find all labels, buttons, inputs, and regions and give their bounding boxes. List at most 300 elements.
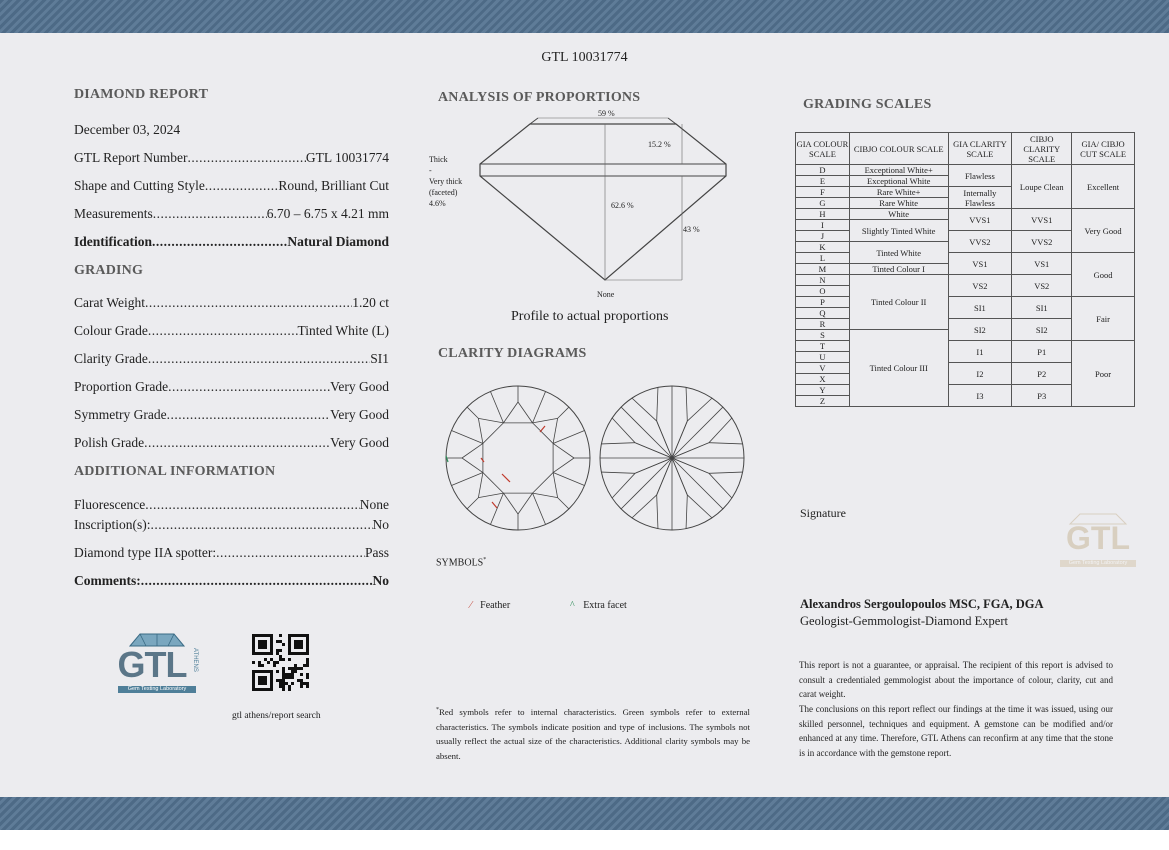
cibjo-clarity-cell: SI2 <box>1012 319 1072 341</box>
qr-module <box>252 679 255 682</box>
qr-module <box>261 676 264 679</box>
qr-module <box>306 676 309 679</box>
row-leader-dots <box>153 206 267 222</box>
grading-title: GRADING <box>74 263 144 278</box>
qr-module <box>300 673 303 676</box>
qr-module <box>261 646 264 649</box>
row-value: Pass <box>364 545 389 560</box>
qr-module <box>258 661 261 664</box>
gia-colour-n: N <box>796 275 850 286</box>
gia-clarity-cell: Internally Flawless <box>948 187 1012 209</box>
clarity-diagram-crown <box>444 382 592 534</box>
facet-line <box>533 391 546 422</box>
qr-module <box>273 661 276 664</box>
gia-clarity-cell: I2 <box>948 363 1012 385</box>
facet-line <box>709 472 743 473</box>
facet-line <box>490 391 503 422</box>
bottom-decorative-band <box>0 797 1169 830</box>
gia-colour-e: E <box>796 176 850 187</box>
signature-label: Signature <box>800 506 846 520</box>
extra-facet-icon: ^ <box>570 600 575 611</box>
header-cibjo-colour: CIBJO COLOUR SCALE <box>849 133 948 165</box>
gia-clarity-cell: VVS1 <box>948 209 1012 231</box>
qr-module <box>306 646 309 649</box>
cibjo-clarity-cell: P1 <box>1012 341 1072 363</box>
qr-module <box>297 640 300 643</box>
row-leader-dots <box>205 178 278 194</box>
qr-module <box>264 682 267 685</box>
row-label: Comments: <box>74 573 141 588</box>
qr-module <box>279 679 282 682</box>
qr-module <box>291 652 294 655</box>
qr-module <box>294 670 297 673</box>
row-leader-dots <box>144 435 330 451</box>
gia-clarity-cell: Flawless <box>948 165 1012 187</box>
gtl-logo-side: ATHENS <box>192 648 198 672</box>
qr-module <box>270 658 273 661</box>
qr-module <box>270 637 273 640</box>
row-measurements <box>74 206 389 222</box>
qr-module <box>258 643 261 646</box>
qr-module <box>270 652 273 655</box>
qr-module <box>306 685 309 688</box>
cut-cell: Very Good <box>1072 209 1135 253</box>
row-leader-dots <box>148 351 370 367</box>
header-cut-scale: GIA/ CIBJO CUT SCALE <box>1072 133 1135 165</box>
gia-colour-l: L <box>796 253 850 264</box>
pavilion-percentage: 43 % <box>683 225 700 234</box>
facet-line <box>558 498 569 509</box>
qr-module <box>276 679 279 682</box>
qr-module <box>255 688 258 691</box>
girdle-label-very-thick: Very thick <box>429 177 463 186</box>
facet-line <box>709 418 732 443</box>
qr-module <box>288 640 291 643</box>
qr-module <box>288 676 291 679</box>
cibjo-colour-cell: Tinted Colour III <box>849 330 948 407</box>
cibjo-clarity-cell: VVS1 <box>1012 209 1072 231</box>
qr-module <box>303 664 306 667</box>
qr-module <box>252 649 255 652</box>
qr-module <box>258 682 261 685</box>
qr-module <box>306 682 309 685</box>
pavilion-view-svg <box>598 382 746 534</box>
qr-module <box>279 685 282 688</box>
qr-module <box>288 658 291 661</box>
qr-module <box>252 640 255 643</box>
girdle-label-faceted: (faceted) <box>429 188 458 197</box>
qr-module <box>258 640 261 643</box>
facet-line <box>657 387 658 421</box>
depth-percentage: 62.6 % <box>611 201 634 210</box>
cibjo-colour-cell: Exceptional White+ <box>849 165 948 176</box>
cibjo-colour-cell: Rare White+ <box>849 187 948 198</box>
facet-line <box>478 473 482 498</box>
qr-module <box>288 673 291 676</box>
qr-module <box>306 649 309 652</box>
facet-line <box>687 398 712 421</box>
facet-line <box>672 407 723 458</box>
row-value: Very Good <box>330 435 389 450</box>
qr-module <box>252 634 255 637</box>
facet-line <box>451 430 482 443</box>
qr-module <box>258 646 261 649</box>
qr-module <box>306 673 309 676</box>
facet-line <box>462 458 483 473</box>
disclaimer-paragraph-2: The conclusions on this report reflect our findings at the time it was issued, using our skilled personnel, techniques and equipment. A gemstone can be modified and/or enhanced at any time. Therefore, GTL Athens can reconfirm at any time that the stone is in accordance with the gemstone report. <box>799 704 1113 758</box>
qr-module <box>252 646 255 649</box>
row-label: Identification <box>74 234 153 249</box>
cibjo-colour-cell: Rare White <box>849 198 948 209</box>
proportion-diagram <box>428 104 728 304</box>
facet-line <box>553 473 557 498</box>
qr-module <box>258 676 261 679</box>
facet-line <box>709 443 743 444</box>
qr-module <box>294 646 297 649</box>
gia-clarity-cell: I1 <box>948 341 1012 363</box>
qr-module <box>300 679 303 682</box>
qr-module <box>303 652 306 655</box>
facet-line <box>533 423 554 444</box>
girdle-label-dash: - <box>429 166 432 175</box>
row-label: Polish Grade <box>74 435 145 450</box>
qr-module <box>258 679 261 682</box>
qr-module <box>285 682 288 685</box>
facet-line <box>553 458 574 473</box>
row-value: 6.70 – 6.75 x 4.21 mm <box>266 206 389 221</box>
cibjo-clarity-cell: Loupe Clean <box>1012 165 1072 209</box>
row-label: Carat Weight <box>74 295 146 310</box>
cibjo-colour-cell: Tinted Colour II <box>849 275 948 330</box>
row-leader-dots <box>216 545 365 561</box>
row-leader-dots <box>148 323 298 339</box>
qr-module <box>255 670 258 673</box>
row-value: GTL 10031774 <box>305 150 389 165</box>
qr-module <box>306 664 309 667</box>
qr-module <box>288 649 291 652</box>
row-comments <box>74 573 389 589</box>
qr-module <box>282 685 285 688</box>
cibjo-colour-cell: Tinted White <box>849 242 948 264</box>
qr-module <box>258 652 261 655</box>
qr-module <box>300 685 303 688</box>
qr-module <box>306 640 309 643</box>
clarity-footnote: *Red symbols refer to internal characteristics. Green symbols refer to external characteristics. The symbols indicate position and type of inclusions. The symbols not usually reflect the actual size of the characteristics. Additional clarity symbols may be absent. <box>436 706 750 761</box>
qr-module <box>261 643 264 646</box>
qr-module <box>294 652 297 655</box>
facet-line <box>621 458 672 509</box>
facet-line <box>672 458 723 509</box>
gtl-logo <box>116 632 198 694</box>
cibjo-clarity-cell: VS1 <box>1012 253 1072 275</box>
qr-module <box>276 661 279 664</box>
facet-line <box>478 493 503 497</box>
qr-module <box>261 688 264 691</box>
row-label: Symmetry Grade <box>74 407 167 422</box>
row-polish-grade <box>74 435 389 451</box>
qr-module <box>297 634 300 637</box>
qr-module <box>291 673 294 676</box>
qr-module <box>270 682 273 685</box>
qr-module <box>270 634 273 637</box>
qr-module <box>279 658 282 661</box>
qr-module <box>291 634 294 637</box>
facet-line <box>553 418 557 443</box>
qr-module <box>261 679 264 682</box>
row-shape-and-cutting-style <box>74 178 389 194</box>
qr-module <box>300 652 303 655</box>
qr-module <box>261 670 264 673</box>
profile-caption: Profile to actual proportions <box>511 309 669 324</box>
inclusion-mark <box>492 502 497 508</box>
qr-module <box>294 640 297 643</box>
qr-module <box>258 670 261 673</box>
row-value: None <box>359 497 389 512</box>
qr-module <box>291 667 294 670</box>
gia-colour-z: Z <box>796 396 850 407</box>
gia-colour-i: I <box>796 220 850 231</box>
qr-module <box>270 688 273 691</box>
qr-module <box>261 634 264 637</box>
row-value: Tinted White (L) <box>297 323 389 338</box>
row-label: Proportion Grade <box>74 379 169 394</box>
cibjo-colour-cell: White <box>849 209 948 220</box>
qr-module <box>282 688 285 691</box>
row-symmetry-grade <box>74 407 389 423</box>
qr-module <box>306 658 309 661</box>
girdle-percentage: 4.6% <box>429 199 446 208</box>
qr-module <box>276 649 279 652</box>
row-leader-dots <box>151 517 373 533</box>
row-gtl-report-number <box>74 150 389 166</box>
facet-line <box>612 473 635 498</box>
clarity-diagram-pavilion <box>598 382 746 534</box>
qr-module <box>270 643 273 646</box>
qr-module <box>261 664 264 667</box>
gia-colour-m: M <box>796 264 850 275</box>
qr-module <box>258 688 261 691</box>
facet-line <box>533 493 558 497</box>
facet-line <box>558 407 569 418</box>
qr-module <box>300 643 303 646</box>
qr-module <box>306 637 309 640</box>
qr-module <box>294 664 297 667</box>
qr-module <box>252 676 255 679</box>
gia-clarity-cell: SI2 <box>948 319 1012 341</box>
gia-colour-r: R <box>796 319 850 330</box>
qr-module <box>270 673 273 676</box>
qr-module <box>270 676 273 679</box>
facet-line <box>621 407 672 458</box>
facet-line <box>601 443 635 444</box>
qr-module <box>282 676 285 679</box>
qr-module <box>264 676 267 679</box>
qr-module <box>252 688 255 691</box>
qr-module <box>267 670 270 673</box>
row-fluorescence <box>74 497 389 513</box>
qr-code-graphic <box>252 634 309 691</box>
qr-module <box>303 682 306 685</box>
diamond-report-title: DIAMOND REPORT <box>74 87 209 102</box>
qr-module <box>297 643 300 646</box>
qr-module <box>252 670 255 673</box>
qr-module <box>282 682 285 685</box>
qr-module <box>252 652 255 655</box>
qr-module <box>279 640 282 643</box>
qr-module <box>282 679 285 682</box>
qr-module <box>291 682 294 685</box>
gia-clarity-cell: VVS2 <box>948 231 1012 253</box>
qr-module <box>264 640 267 643</box>
gtl-logo-sub: Gem Testing Laboratory <box>127 686 187 692</box>
stamp-sub: Gem Testing Laboratory <box>1068 560 1128 566</box>
facet-line <box>451 473 482 486</box>
qr-module <box>276 640 279 643</box>
row-leader-dots <box>187 150 305 166</box>
cut-cell: Excellent <box>1072 165 1135 209</box>
gtl-stamp <box>1056 512 1140 570</box>
cibjo-clarity-cell: P2 <box>1012 363 1072 385</box>
qr-module <box>279 649 282 652</box>
qr-module <box>297 667 300 670</box>
qr-module <box>306 643 309 646</box>
qr-module <box>267 652 270 655</box>
gia-colour-s: S <box>796 330 850 341</box>
report-number-header: GTL 10031774 <box>541 50 628 65</box>
facet-line <box>483 473 504 494</box>
qr-module <box>279 634 282 637</box>
grading-scales-title: GRADING SCALES <box>803 97 932 112</box>
cibjo-colour-cell: Tinted Colour I <box>849 264 948 275</box>
legend-feather: ⁄ Feather <box>470 600 511 611</box>
facet-line <box>467 498 478 509</box>
qr-module <box>276 652 279 655</box>
qr-module <box>270 670 273 673</box>
legend-extra-facet: ^ Extra facet <box>570 600 627 611</box>
row-label: Measurements <box>74 206 153 221</box>
qr-module <box>258 634 261 637</box>
signer-title: Geologist-Gemmologist-Diamond Expert <box>800 614 1008 628</box>
qr-module <box>300 634 303 637</box>
header-gia-clarity: GIA CLARITY SCALE <box>948 133 1012 165</box>
proportion-profile-svg <box>428 104 728 304</box>
row-proportion-grade <box>74 379 389 395</box>
facet-line <box>503 493 518 514</box>
qr-module <box>282 673 285 676</box>
facet-line <box>709 473 732 498</box>
header-gia-colour: GIA COLOUR SCALE <box>796 133 850 165</box>
analysis-title: ANALYSIS OF PROPORTIONS <box>438 90 641 105</box>
facet-line <box>503 402 518 423</box>
qr-module <box>270 640 273 643</box>
header-cibjo-clarity: CIBJO CLARITY SCALE <box>1012 133 1072 165</box>
qr-module <box>300 640 303 643</box>
qr-module <box>297 652 300 655</box>
qr-module <box>300 667 303 670</box>
row-leader-dots <box>145 497 360 513</box>
qr-module <box>255 652 258 655</box>
row-leader-dots <box>145 295 352 311</box>
qr-module <box>282 670 285 673</box>
culet-value: None <box>597 290 615 299</box>
qr-module <box>291 676 294 679</box>
crown-view-svg <box>444 382 592 534</box>
signer-name: Alexandros Sergoulopoulos MSC, FGA, DGA <box>800 597 1044 611</box>
qr-module <box>267 661 270 664</box>
qr-module <box>273 664 276 667</box>
row-label: Inscription(s): <box>74 517 151 532</box>
qr-module <box>270 649 273 652</box>
cut-cell: Good <box>1072 253 1135 297</box>
facet-line <box>601 472 635 473</box>
cibjo-clarity-cell: P3 <box>1012 385 1072 407</box>
qr-module <box>264 670 267 673</box>
qr-module <box>288 634 291 637</box>
gtl-logo-text: GTL <box>117 644 187 685</box>
crown-percentage: 15.2 % <box>648 140 671 149</box>
qr-module <box>294 667 297 670</box>
cibjo-clarity-cell: VVS2 <box>1012 231 1072 253</box>
facet-line <box>632 495 657 518</box>
qr-module <box>288 652 291 655</box>
qr-module <box>285 673 288 676</box>
row-value: Very Good <box>330 407 389 422</box>
row-identification <box>74 234 389 250</box>
gia-colour-q: Q <box>796 308 850 319</box>
qr-module <box>264 646 267 649</box>
qr-module <box>264 643 267 646</box>
symbols-label: SYMBOLS* <box>436 557 487 569</box>
row-label: GTL Report Number <box>74 150 188 165</box>
qr-module <box>288 685 291 688</box>
gia-colour-v: V <box>796 363 850 374</box>
qr-module <box>306 634 309 637</box>
row-label: Clarity Grade <box>74 351 148 366</box>
facet-line <box>462 443 483 458</box>
row-value: No <box>372 573 389 588</box>
clarity-diagrams-title: CLARITY DIAGRAMS <box>438 346 587 361</box>
qr-module <box>288 688 291 691</box>
qr-module <box>264 634 267 637</box>
cibjo-clarity-cell: SI1 <box>1012 297 1072 319</box>
qr-module <box>294 643 297 646</box>
gia-clarity-cell: SI1 <box>948 297 1012 319</box>
qr-module <box>282 667 285 670</box>
row-label: Diamond type IIA spotter: <box>74 545 217 560</box>
qr-code[interactable] <box>252 634 309 691</box>
row-inscription-s <box>74 517 389 533</box>
qr-module <box>261 640 264 643</box>
cut-cell: Fair <box>1072 297 1135 341</box>
qr-module <box>252 661 255 664</box>
qr-module <box>291 670 294 673</box>
facet-line <box>518 493 533 514</box>
cibjo-clarity-cell: VS2 <box>1012 275 1072 297</box>
facet-line <box>483 423 504 444</box>
feather-icon: ⁄ <box>470 600 472 611</box>
additional-info-title: ADDITIONAL INFORMATION <box>74 464 276 479</box>
gia-colour-x: X <box>796 374 850 385</box>
gia-colour-h: H <box>796 209 850 220</box>
stamp-text: GTL <box>1066 520 1130 556</box>
gia-colour-u: U <box>796 352 850 363</box>
gia-clarity-cell: I3 <box>948 385 1012 407</box>
row-value: Very Good <box>330 379 389 394</box>
qr-module <box>300 646 303 649</box>
qr-module <box>288 643 291 646</box>
qr-module <box>303 634 306 637</box>
row-value: Natural Diamond <box>287 234 389 249</box>
